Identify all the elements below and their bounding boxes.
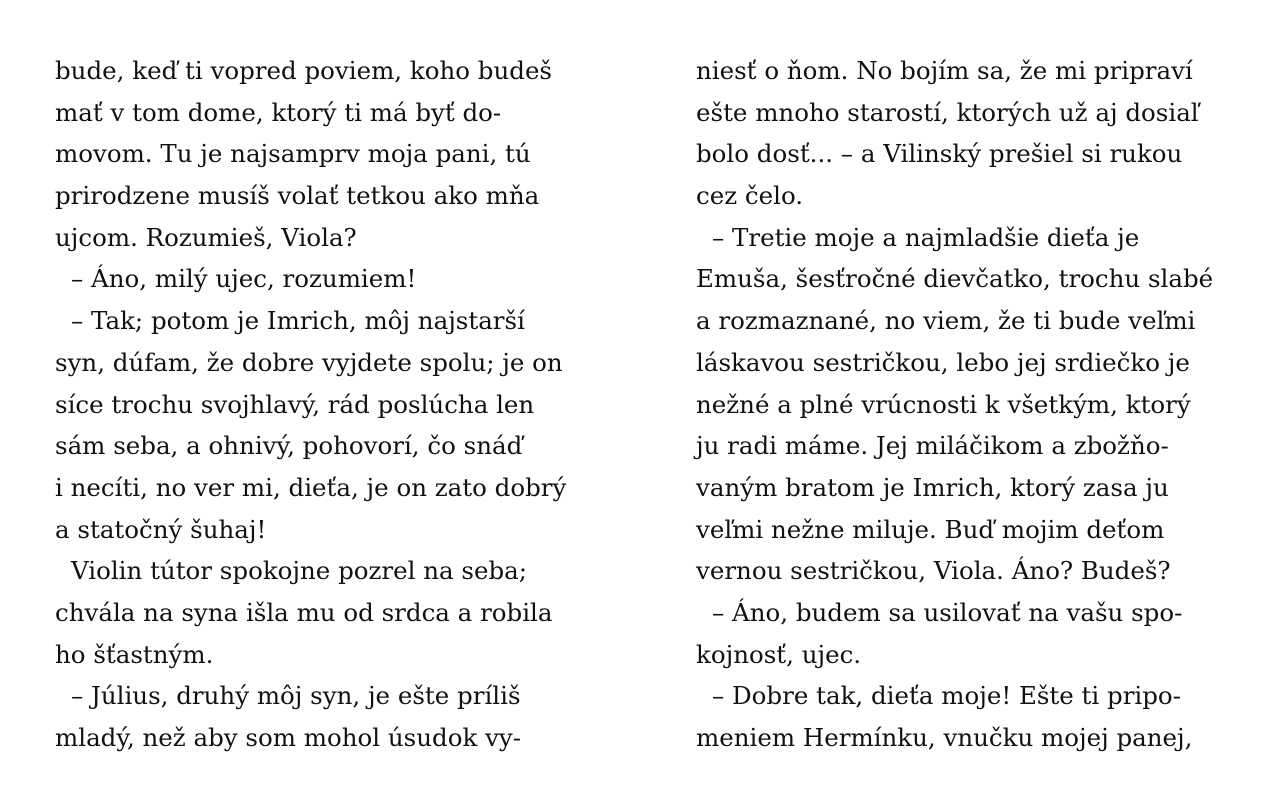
- text-line: vernou sestričkou, Viola. Áno? Budeš?: [696, 556, 1171, 586]
- text-line: mať v tom dome, ktorý ti má byť do-: [55, 97, 502, 127]
- text-line: Emuša, šesťročné dievčatko, trochu slabé: [696, 264, 1214, 294]
- text-line: ujcom. Rozumieš, Viola?: [55, 222, 357, 252]
- text-line: – Dobre tak, dieťa moje! Ešte ti pripo-: [712, 681, 1181, 711]
- text-line: láskavou sestričkou, lebo jej srdiečko je: [696, 347, 1190, 377]
- text-line: mladý, než aby som mohol úsudok vy-: [55, 723, 522, 752]
- text-line: kojnosť, ujec.: [696, 639, 862, 669]
- text-line: sám seba, a ohnivý, pohovorí, čo snáď: [55, 431, 523, 461]
- text-line: – Áno, milý ujec, rozumiem!: [71, 264, 417, 294]
- text-line: – Tak; potom je Imrich, môj najstarší: [71, 306, 525, 336]
- left-page[interactable]: [55, 50, 615, 759]
- text-line: – Áno, budem sa usilovať na vašu spo-: [712, 597, 1183, 627]
- text-line: síce trochu svojhlavý, rád poslúcha len: [55, 389, 535, 419]
- text-line: – Július, druhý môj syn, je ešte príliš: [71, 681, 521, 711]
- text-line: ho šťastným.: [55, 639, 214, 669]
- text-line: bude, keď ti vopred poviem, koho budeš: [55, 56, 553, 85]
- text-line: meniem Hermínku, vnučku mojej panej,: [696, 723, 1193, 752]
- text-line: ešte mnoho starostí, ktorých už aj dosiaľ: [696, 97, 1199, 127]
- text-line: cez čelo.: [696, 181, 804, 211]
- text-line: bolo dosť... – a Vilinský prešiel si rukou: [696, 139, 1183, 169]
- text-line: movom. Tu je najsamprv moja pani, tú: [55, 139, 531, 169]
- text-line: niesť o ňom. No bojím sa, že mi pripraví: [696, 56, 1193, 85]
- text-line: syn, dúfam, že dobre vyjdete spolu; je on: [55, 347, 563, 377]
- text-line: a rozmaznané, no viem, že ti bude veľmi: [696, 306, 1196, 336]
- text-line: i necíti, no ver mi, dieťa, je on zato dobrý: [55, 472, 567, 502]
- text-line: prirodzene musíš volať tetkou ako mňa: [55, 181, 540, 211]
- text-line: ju radi máme. Jej miláčikom a zbožňo-: [696, 431, 1169, 461]
- text-line: – Tretie moje a najmladšie dieťa je: [712, 222, 1140, 252]
- text-line: veľmi nežne miluje. Buď mojim deťom: [696, 514, 1165, 544]
- text-line: vaným bratom je Imrich, ktorý zasa ju: [696, 472, 1169, 502]
- text-line: a statočný šuhaj!: [55, 514, 267, 544]
- text-line: Violin tútor spokojne pozrel na seba;: [71, 556, 528, 586]
- right-page[interactable]: [696, 50, 1256, 759]
- text-line: chvála na syna išla mu od srdca a robila: [55, 597, 553, 627]
- text-line: nežné a plné vrúcnosti k všetkým, ktorý: [696, 389, 1191, 419]
